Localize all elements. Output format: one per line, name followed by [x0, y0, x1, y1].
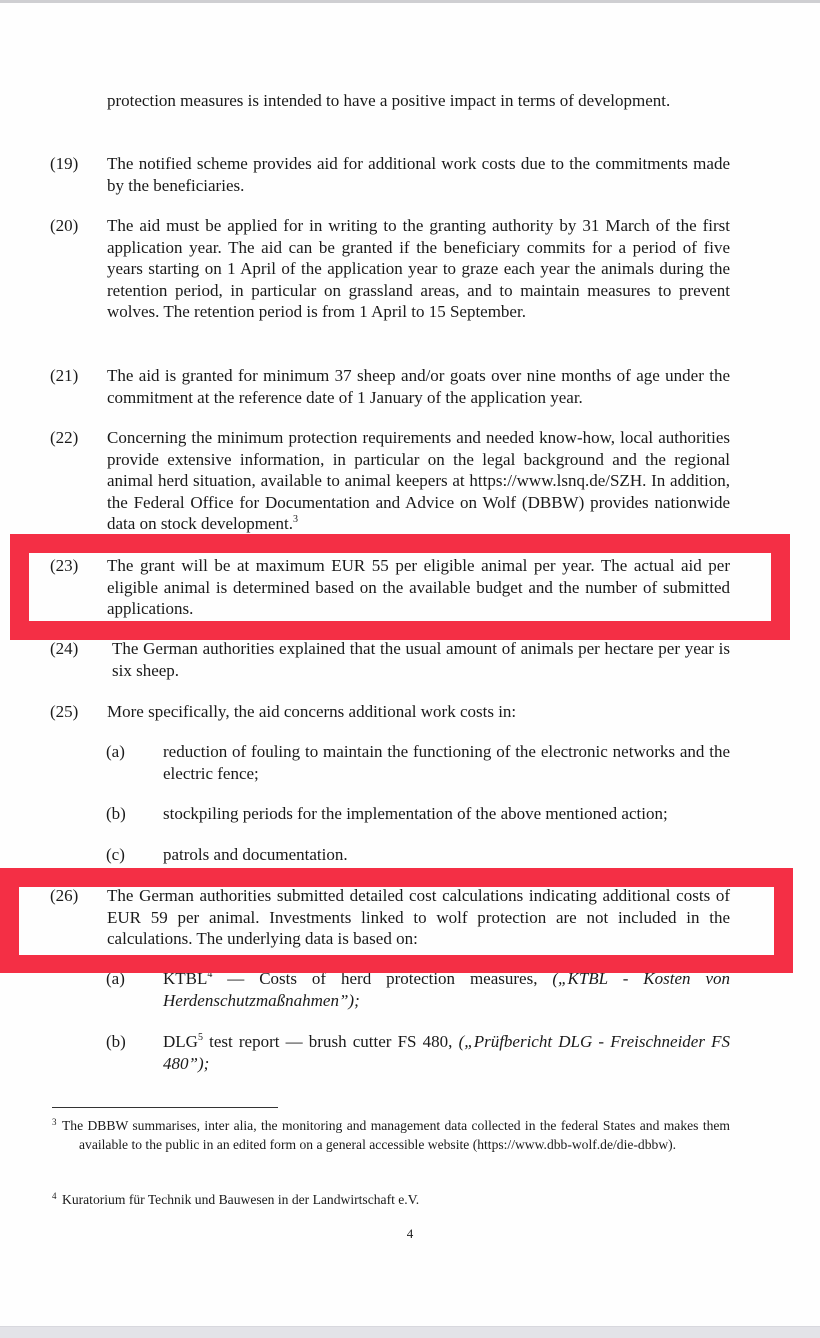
list-item-26b: [106, 1031, 730, 1074]
list-text: reduction of fouling to maintain the functioning of the electronic networks and the electric fence;: [163, 742, 730, 783]
paragraph-20: [50, 215, 730, 323]
paragraph-19: [50, 153, 730, 196]
window-bottom-edge: [0, 1326, 820, 1338]
footnote-ref-5[interactable]: 5: [197, 1032, 203, 1043]
window-top-edge: [0, 0, 820, 3]
list-item-25a: [106, 741, 730, 784]
list-text: [163, 1031, 730, 1074]
footnote-mark: 3: [52, 1117, 57, 1127]
paragraph-text: protection measures is intended to have a positive impact in terms of development.: [107, 91, 671, 110]
paragraph-text: [107, 427, 730, 535]
footnote-mark: 4: [52, 1191, 57, 1201]
source-original-title: („Prüfbericht DLG - Freischneider FS 480”);: [163, 1032, 730, 1073]
footnote-ref-3[interactable]: 3: [293, 514, 299, 526]
list-label: (b): [106, 1032, 126, 1051]
paragraph-continuation: [50, 90, 730, 112]
paragraph-number: (24): [50, 639, 79, 658]
paragraph-24: [50, 638, 730, 681]
paragraph-25: [50, 701, 730, 723]
source-description: — Costs of herd protection measures,: [212, 969, 553, 988]
paragraph-text: The notified scheme provides aid for additional work costs due to the commitments made by the beneficiaries.: [107, 154, 730, 195]
paragraph-number: (23): [50, 556, 79, 575]
footnote-text: Kuratorium für Technik und Bauwesen in der Landwirtschaft e.V.: [62, 1192, 420, 1207]
paragraph-23: [50, 555, 730, 620]
paragraph-text: More specifically, the aid concerns additional work costs in:: [107, 702, 517, 721]
footnote-4: [52, 1191, 730, 1210]
paragraph-number: (22): [50, 428, 79, 447]
list-item-25b: [106, 803, 730, 825]
paragraph-21: [50, 365, 730, 408]
paragraph-number: (21): [50, 366, 79, 385]
list-text: patrols and documentation.: [163, 845, 348, 864]
footnote-3: [52, 1117, 730, 1154]
paragraph-text: The grant will be at maximum EUR 55 per eligible animal per year. The actual aid per eligible animal is determined based on the available budget and the number of submitted applications.: [107, 556, 730, 619]
source-name: DLG: [163, 1032, 198, 1051]
footnote-separator: [52, 1107, 278, 1108]
paragraph-number: (26): [50, 886, 79, 905]
paragraph-22: [50, 427, 730, 535]
source-original-title: („KTBL - Kosten von Herdenschutzmaßnahmen”);: [163, 969, 730, 1010]
list-label: (b): [106, 804, 126, 823]
paragraph-text: The German authorities submitted detailed cost calculations indicating additional costs of EUR 59 per animal. Investments linked to wolf protection are not included in the calculations. The underlying data is based on:: [107, 886, 730, 949]
paragraph-text: The German authorities explained that the usual amount of animals per hectare per year is six sheep.: [112, 639, 730, 680]
paragraph-26: [50, 885, 730, 950]
list-label: (a): [106, 969, 125, 988]
list-text: stockpiling periods for the implementation of the above mentioned action;: [163, 804, 668, 823]
list-text: [163, 968, 730, 1011]
source-description: test report — brush cutter FS 480,: [202, 1032, 459, 1051]
list-item-26a: [106, 968, 730, 1011]
list-label: (c): [106, 845, 125, 864]
paragraph-text: The aid must be applied for in writing to the granting authority by 31 March of the first application year. The aid can be granted if the beneficiary commits for a period of five years starting on 1 April of the application year to graze each year the animals during the retention period, in particular on grassland areas, and to maintain measures to prevent wolves. The retention period is from 1 April to 15 September.: [107, 216, 730, 322]
paragraph-text-body: Concerning the minimum protection requirements and needed know-how, local authorities provide extensive information, in particular on the legal background and the regional animal herd situation, available to animal keepers at https://www.lsnq.de/SZH. In addition, the Federal Office for Documentation and Advice on Wolf (DBBW) provides nationwide data on stock development.: [107, 428, 730, 534]
source-name: KTBL: [163, 969, 208, 988]
paragraph-number: (19): [50, 154, 79, 173]
paragraph-number: (20): [50, 216, 79, 235]
footnote-text: The DBBW summarises, inter alia, the monitoring and management data collected in the federal States and makes them available to the public in an edited form on a general accessible website (https://www.dbb-wolf.de/die-dbbw).: [62, 1118, 730, 1152]
paragraph-number: (25): [50, 702, 79, 721]
list-label: (a): [106, 742, 125, 761]
list-item-25c: [106, 844, 730, 866]
paragraph-text: The aid is granted for minimum 37 sheep and/or goats over nine months of age under the commitment at the reference date of 1 January of the application year.: [107, 366, 730, 407]
page-number: 4: [406, 1226, 414, 1241]
footnote-ref-4[interactable]: 4: [207, 969, 213, 980]
